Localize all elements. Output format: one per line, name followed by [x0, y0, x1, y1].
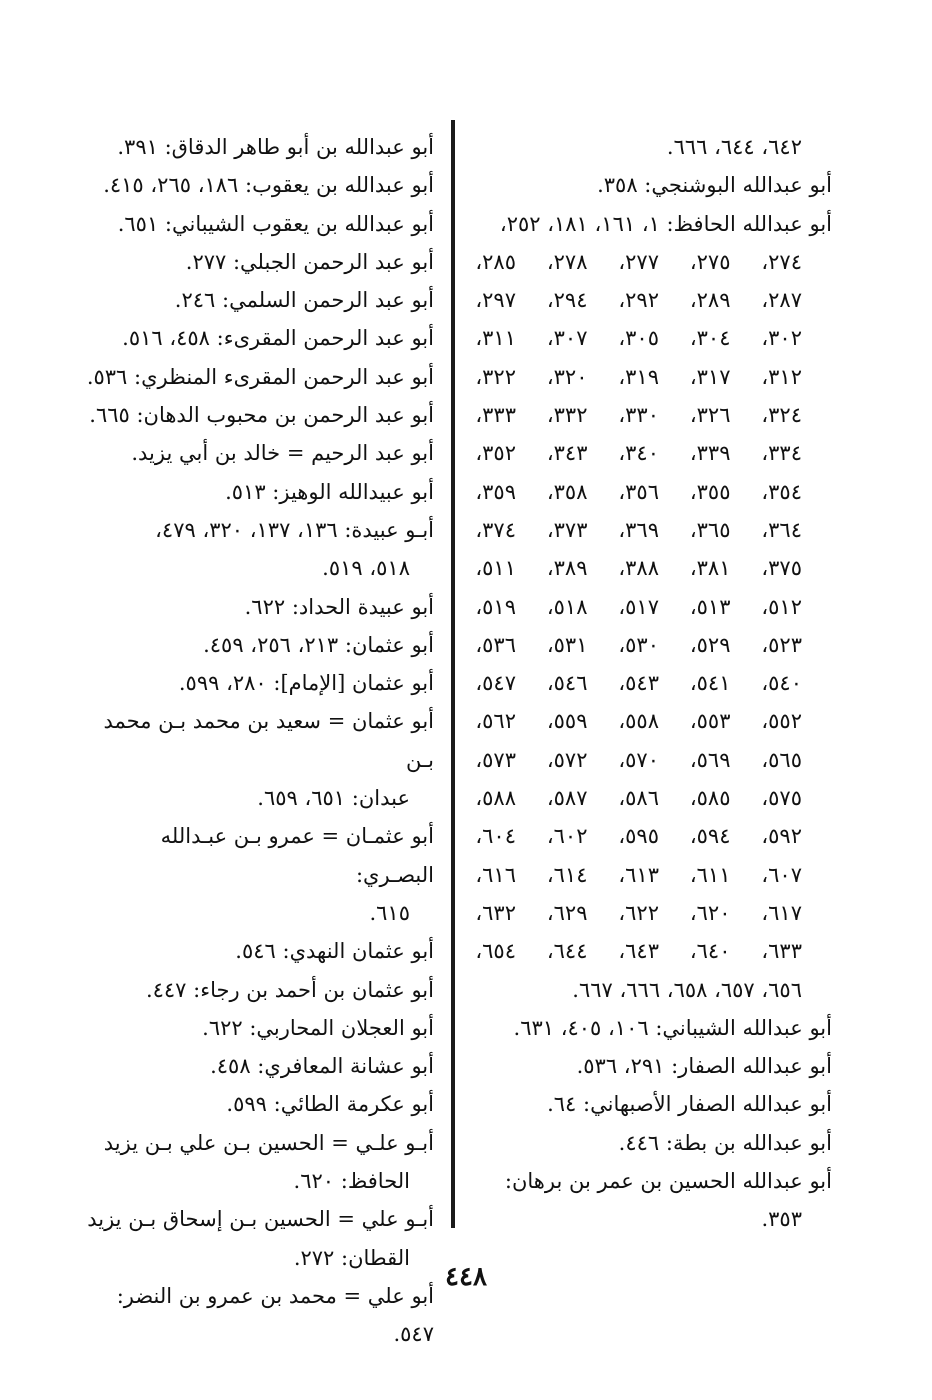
index-entry: [80, 1085, 434, 1123]
index-entry-continuation: عبدان: ٦٥١، ٦٥٩.: [257, 786, 410, 811]
index-entry-text: أبو العجلان المحاربي: ٦٢٢.: [202, 1015, 434, 1040]
index-entry-text: أبو عبد الرحمن المقرىء المنظري: ٥٣٦.: [86, 364, 434, 389]
page-number-ref: ٣٥٩،: [475, 479, 516, 504]
page-number-ref: ٣٢٤،: [761, 403, 802, 428]
hafiz-number-row: [466, 894, 802, 932]
page-number-ref: ٣٤٣،: [546, 441, 588, 466]
page-number-ref: ٥٨٥،: [689, 786, 731, 811]
hafiz-number-row: [466, 626, 802, 664]
index-entry: [80, 128, 434, 166]
page-number-ref: ٦١٧،: [761, 900, 802, 925]
page-number-ref: ٥١١،: [475, 556, 516, 581]
index-entry: [80, 281, 434, 319]
index-entry-saffar: أبو عبدالله الصفار: ٢٩١، ٥٣٦.: [576, 1054, 832, 1079]
index-entry-text: أبو عبد الرحمن بن محبوب الدهان: ٦٦٥.: [89, 403, 434, 428]
page-number-ref: ٢٨٥،: [475, 249, 516, 274]
page-number-ref: ٥٨٧،: [546, 786, 588, 811]
index-entry-shaybani: أبو عبدالله الشيباني: ١٠٦، ٤٠٥، ٦٣١.: [513, 1015, 832, 1040]
page-number-ref: ٣٦٥،: [689, 517, 731, 542]
page-number-ref: ٥٤٠،: [761, 671, 802, 696]
hafiz-page-numbers-tail: ٦٥٦، ٦٥٧، ٦٥٨، ٦٦٦، ٦٦٧.: [572, 977, 802, 1002]
index-entry-text: أبـو علـي = الحسين بـن علي بـن يزيد: [103, 1130, 434, 1155]
page-number-ref: ٦١٣،: [618, 862, 659, 887]
index-entry-continuation: ٦١٥.: [369, 900, 410, 925]
index-entry: [80, 702, 434, 817]
page-number-ref: ٦٢٩،: [546, 900, 588, 925]
page-number-ref: ٥٤٦،: [546, 671, 588, 696]
column-divider: [451, 120, 455, 1228]
page-number-ref: ٥٩٤،: [689, 824, 731, 849]
index-entry-text: أبو عكرمة الطائي: ٥٩٩.: [226, 1092, 434, 1117]
page-number-ref: ٥٩٢،: [761, 824, 802, 849]
hafiz-number-row: [466, 319, 802, 357]
index-entry-burhan: أبو عبدالله الحسين بن عمر بن برهان:: [504, 1169, 832, 1194]
index-entry-continuation: ٥١٨، ٥١٩.: [322, 556, 410, 581]
index-entry: [80, 1124, 434, 1201]
index-entry: [80, 396, 434, 434]
page-number-ref: ٣٧٤،: [475, 517, 516, 542]
page-number-ref: ٣٠٤،: [689, 326, 731, 351]
page-number-ref: ٣٧٥،: [761, 556, 802, 581]
page-number-ref: ٢٧٧،: [618, 249, 659, 274]
index-entry-text: أبو عثمان = سعيد بن محمد بـن محمد بـن: [103, 709, 434, 772]
index-entry-text: أبو عبد الرحمن الجبلي: ٢٧٧.: [185, 249, 434, 274]
index-entry-text: أبو عبد الرحيم = خالد بن أبي يزيد.: [131, 441, 434, 466]
index-entry: [80, 205, 434, 243]
left-column: [80, 128, 434, 1354]
index-entry-text: أبـو عبيدة: ١٣٦، ١٣٧، ٣٢٠، ٤٧٩،: [155, 517, 434, 542]
hafiz-number-row: [466, 817, 802, 855]
page-number-ref: ٥٦٥،: [761, 747, 802, 772]
page-number-ref: ٦٤٣،: [618, 939, 659, 964]
page-number-ref: ٣٢٦،: [689, 403, 731, 428]
page-number-ref: ٣٥٢،: [475, 441, 516, 466]
page-number-ref: ٢٨٧،: [761, 288, 802, 313]
hafiz-number-row: [466, 434, 802, 472]
page-number-ref: ٣٠٢،: [761, 326, 802, 351]
page-number-ref: ٣٨٩،: [546, 556, 588, 581]
hafiz-number-row: [466, 243, 802, 281]
page-number-ref: ٥٢٩،: [689, 632, 731, 657]
index-entry: [80, 358, 434, 396]
index-entry-text: أبو عثمـان = عمرو بـن عبـدالله البصـري:: [160, 824, 434, 887]
page-number-ref: ٣٧٣،: [546, 517, 588, 542]
hafiz-number-row: [466, 396, 802, 434]
page-number-ref: ٥٣٦،: [475, 632, 516, 657]
index-entry-text: أبو علي = محمد بن عمرو بن النضر: ٥٤٧.: [116, 1283, 434, 1347]
index-entry-batta: أبو عبدالله بن بطة: ٤٤٦.: [618, 1130, 832, 1155]
index-entry-bushanji: أبو عبدالله البوشنجي: ٣٥٨.: [597, 173, 832, 198]
page-number-ref: ٣٥٨،: [546, 479, 588, 504]
hafiz-number-row: [466, 702, 802, 740]
page-number-ref: ٢٩٧،: [475, 288, 516, 313]
hafiz-number-row: [466, 856, 802, 894]
hafiz-number-row: [466, 779, 802, 817]
index-entry: [80, 588, 434, 626]
index-entry-text: أبو عثمان [الإمام]: ٢٨٠، ٥٩٩.: [178, 671, 434, 696]
page-number-ref: ٣١٧،: [689, 364, 731, 389]
index-entry-text: أبو عبد الرحمن السلمي: ٢٤٦.: [174, 288, 434, 313]
index-entry-burhan-continuation: ٣٥٣.: [761, 1207, 802, 1232]
page-number-ref: ٥٦٩،: [689, 747, 731, 772]
page-number-ref: ٣٣٤،: [761, 441, 802, 466]
index-entry-text: أبو عبدالله بن يعقوب: ١٨٦، ٢٦٥، ٤١٥.: [103, 173, 434, 198]
index-entry-text: أبو عبدالله بن يعقوب الشيباني: ٦٥١.: [117, 211, 434, 236]
page-number-ref: ٥٥٩،: [546, 709, 588, 734]
page-number-ref: ٥٩٥،: [618, 824, 659, 849]
page-number-ref: ٦١٤،: [546, 862, 588, 887]
page-number-ref: ٢٩٤،: [546, 288, 588, 313]
index-entry: [80, 1009, 434, 1047]
page-number-ref: ٥١٩،: [475, 594, 516, 619]
page-number-ref: ٣٨١،: [689, 556, 731, 581]
page-number-ref: ٦٢٠،: [689, 900, 731, 925]
hafiz-number-row: [466, 511, 802, 549]
page-number-ref: ٦٣٢،: [475, 900, 516, 925]
page-number-ref: ٣٦٤،: [761, 517, 802, 542]
index-entry: [80, 932, 434, 970]
page-number-ref: ٣٣٩،: [689, 441, 731, 466]
page-number-ref: ٥٥٣،: [689, 709, 731, 734]
index-entry-text: أبو عبيدالله الوهيز: ٥١٣.: [225, 479, 434, 504]
hafiz-number-row: [466, 664, 802, 702]
page-number-ref: ٥٥٢،: [761, 709, 802, 734]
index-entry: [80, 434, 434, 472]
index-entry: [80, 971, 434, 1009]
page-number-ref: ٣٨٨،: [618, 556, 659, 581]
index-entry-text: أبو عثمان: ٢١٣، ٢٥٦، ٤٥٩.: [203, 632, 434, 657]
page-number-ref: ٥٧٥،: [761, 786, 802, 811]
index-entry-text: أبو عبيدة الحداد: ٦٢٢.: [244, 594, 434, 619]
index-entry: [80, 1047, 434, 1085]
page-number-ref: ٣١٩،: [618, 364, 659, 389]
hafiz-number-row: [466, 281, 802, 319]
index-entry: [80, 511, 434, 588]
page-number-ref: ٣٥٤،: [761, 479, 802, 504]
page-number-ref: ٥٣١،: [546, 632, 588, 657]
page-number-ref: ٢٧٥،: [689, 249, 731, 274]
index-entry: [80, 664, 434, 702]
page-number-ref: ٦٠٢،: [546, 824, 588, 849]
hafiz-number-row: [466, 473, 802, 511]
index-entry-hafiz: أبو عبدالله الحافظ: ١، ١٦١، ١٨١، ٢٥٢،: [499, 211, 832, 236]
page-number: ٤٤٨: [445, 1262, 487, 1292]
index-entry-continuation: القطان: ٢٧٢.: [293, 1245, 410, 1270]
index-entry-text: أبو عثمان النهدي: ٥٤٦.: [235, 939, 434, 964]
index-entry: [80, 817, 434, 932]
page-number-ref: ٣١٢،: [761, 364, 802, 389]
right-column: [466, 128, 832, 1239]
page-number-ref: ٣٤٠،: [618, 441, 659, 466]
hafiz-number-row: [466, 358, 802, 396]
index-entry: [80, 626, 434, 664]
page-number-ref: ٣٦٩،: [618, 517, 659, 542]
page-number-ref: ٦٥٤،: [475, 939, 516, 964]
page-number-ref: ٣٣٢،: [546, 403, 588, 428]
page-number-ref: ٢٧٨،: [546, 249, 588, 274]
page-number-ref: ٦١٦،: [475, 862, 516, 887]
page-number-ref: ٦١١،: [689, 862, 731, 887]
page-number-ref: ٣١١،: [475, 326, 516, 351]
hafiz-number-row: [466, 741, 802, 779]
page-number-ref: ٣٣٣،: [475, 403, 516, 428]
index-entry-text: أبو عبد الرحمن المقرىء: ٤٥٨، ٥١٦.: [122, 326, 434, 351]
hafiz-number-row: [466, 932, 802, 970]
page-number-ref: ٥٨٨،: [475, 786, 516, 811]
page-number-ref: ٦٤٠،: [689, 939, 731, 964]
page-number-ref: ٣٠٥،: [618, 326, 659, 351]
index-entry: [80, 166, 434, 204]
hafiz-number-row: [466, 549, 802, 587]
page-number-ref: ٦٠٤،: [475, 824, 516, 849]
page-number-ref: ٣٥٦،: [618, 479, 659, 504]
index-entry-text: أبو عشانة المعافري: ٤٥٨.: [210, 1054, 434, 1079]
page-number-ref: ٥٧٣،: [475, 747, 516, 772]
page-number-ref: ٥٤٧،: [475, 671, 516, 696]
page-number-ref: ٥١٨،: [546, 594, 588, 619]
index-entry-continuation: الحافظ: ٦٢٠.: [293, 1169, 410, 1194]
page-number-ref: ٥٤١،: [689, 671, 731, 696]
page-number-ref: ٥١٢،: [761, 594, 802, 619]
page-number-ref: ٣٢٢،: [475, 364, 516, 389]
page-number-ref: ٥٤٣،: [618, 671, 659, 696]
page-number-ref: ٥١٣،: [689, 594, 731, 619]
page-number-ref: ٥٢٣،: [761, 632, 802, 657]
page-number-ref: ٣٠٧،: [546, 326, 588, 351]
page-number-ref: ٦٣٣،: [761, 939, 802, 964]
index-entry: [80, 243, 434, 281]
page-number-ref: ٦٠٧،: [761, 862, 802, 887]
index-entry-saffar-isbahani: أبو عبدالله الصفار الأصبهاني: ٦٤.: [547, 1092, 832, 1117]
index-entry-text: أبـو علي = الحسين بـن إسحاق بـن يزيد: [87, 1207, 434, 1232]
page-number-ref: ٢٨٩،: [689, 288, 731, 313]
index-entry: [80, 319, 434, 357]
page-number-ref: ٥٧٠،: [618, 747, 659, 772]
index-entry: [80, 473, 434, 511]
page-number-ref: ٣٣٠،: [618, 403, 659, 428]
page-number-ref: ٥٧٢،: [546, 747, 588, 772]
page-number-ref: ٥٨٦،: [618, 786, 659, 811]
page-number-ref: ٦٤٤،: [546, 939, 588, 964]
page-number-ref: ٥٦٢،: [475, 709, 516, 734]
hafiz-page-numbers: [466, 243, 832, 971]
page-number-ref: ٥١٧،: [618, 594, 659, 619]
hafiz-number-row: [466, 588, 802, 626]
index-entry-text: أبو عثمان بن أحمد بن رجاء: ٤٤٧.: [145, 977, 434, 1002]
page-number-ref: ٥٥٨،: [618, 709, 659, 734]
page-number-ref: ٣٥٥،: [689, 479, 731, 504]
page-number-ref: ٢٧٤،: [761, 249, 802, 274]
index-entry-text: أبو عبدالله بن أبو طاهر الدقاق: ٣٩١.: [117, 135, 434, 159]
page-number-ref: ٦٢٢،: [618, 900, 659, 925]
continued-numbers-line: ٦٤٢، ٦٤٤، ٦٦٦.: [666, 135, 802, 159]
page-number-ref: ٢٩٢،: [618, 288, 659, 313]
page-number-ref: ٣٢٠،: [546, 364, 588, 389]
page-number-ref: ٥٣٠،: [618, 632, 659, 657]
